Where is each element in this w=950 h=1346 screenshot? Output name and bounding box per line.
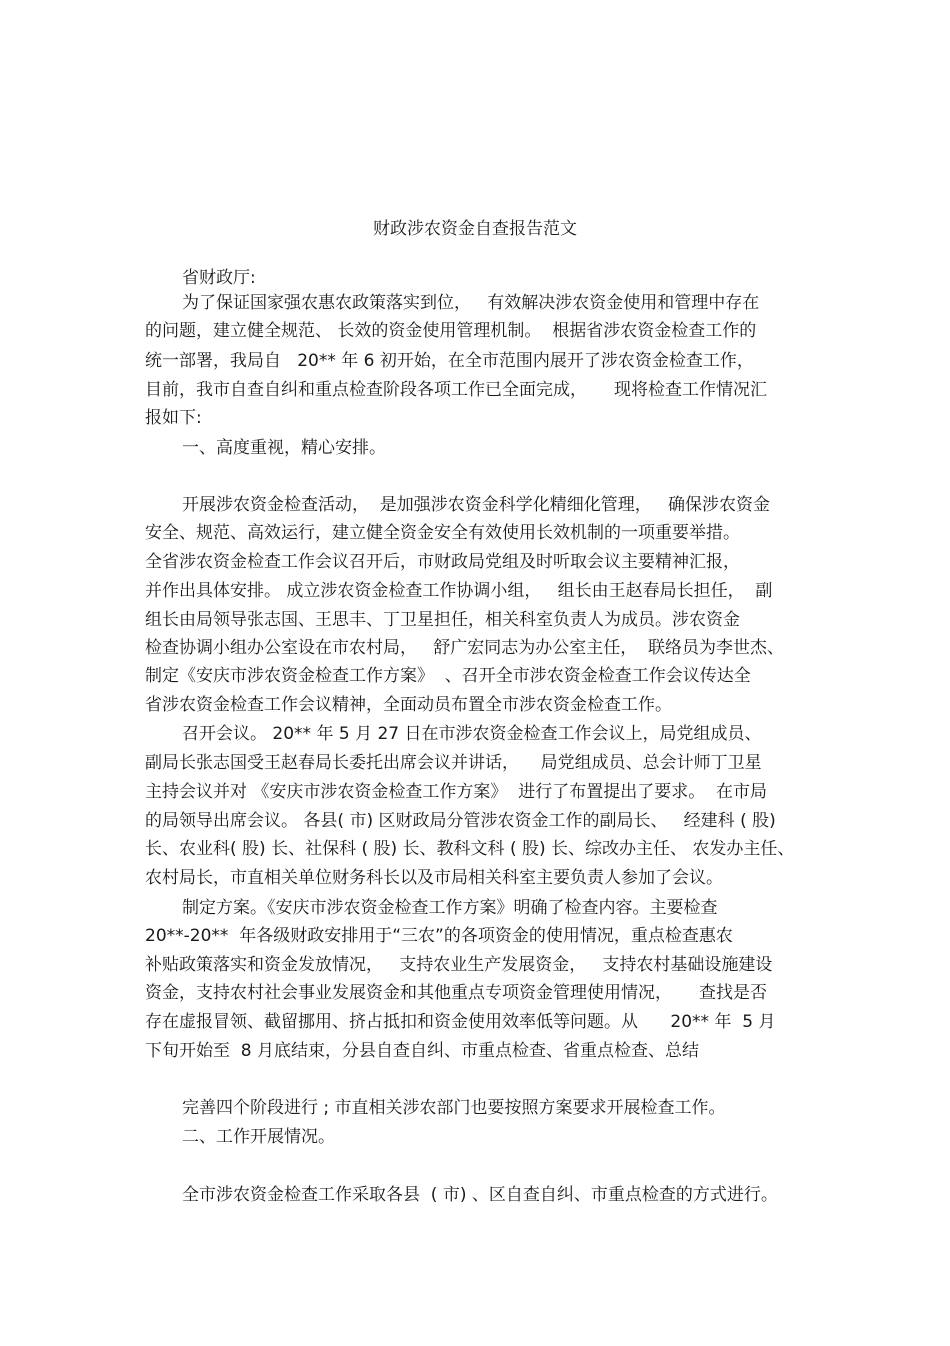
paragraph-line: 安全、规范、高效运行，建立健全资金安全有效使用长效机制的一项重要举措。 <box>145 523 740 543</box>
paragraph-line: 制定《安庆市涉农资金检查工作方案》 、召开全市涉农资金检查工作会议传达全 <box>145 666 751 686</box>
paragraph-line: 并作出具体安排。 成立涉农资金检查工作协调小组， 组长由王赵春局长担任， 副 <box>145 581 773 601</box>
paragraph-line: 主持会议并对 《安庆市涉农资金检查工作方案》 进行了布置提出了要求。 在市局 <box>145 782 768 802</box>
paragraph-line: 制定方案。《安庆市涉农资金检查工作方案》明确了检查内容。主要检查 <box>182 898 718 918</box>
paragraph-line: 为了保证国家强农惠农政策落实到位， 有效解决涉农资金使用和管理中存在 <box>182 293 760 313</box>
paragraph-line: 全省涉农资金检查工作会议召开后，市财政局党组及时听取会议主要精神汇报， <box>145 552 740 572</box>
salutation: 省财政厅: <box>182 268 256 288</box>
section-heading: 一、高度重视，精心安排。 <box>182 438 386 458</box>
paragraph-line: 省涉农资金检查工作会议精神，全面动员布置全市涉农资金检查工作。 <box>145 695 672 715</box>
paragraph-line: 全市涉农资金检查工作采取各县 ( 市) 、区自查自纠、市重点检查的方式进行。 <box>182 1185 778 1205</box>
paragraph-line: 长、农业科( 股) 长、社保科 ( 股) 长、教科文科 ( 股) 长、综改办主任、 农发办主任、 <box>145 839 795 859</box>
paragraph-line: 完善四个阶段进行 ; 市直相关涉农部门也要按照方案要求开展检查工作。 <box>182 1098 726 1118</box>
paragraph-line: 目前，我市自查自纠和重点检查阶段各项工作已全面完成， 现将检查工作情况汇 <box>145 380 768 400</box>
section-heading: 二、工作开展情况。 <box>182 1127 335 1147</box>
paragraph-line: 资金，支持农村社会事业发展资金和其他重点专项资金管理使用情况， 查找是否 <box>145 983 768 1003</box>
paragraph-line: 的局领导出席会议。 各县( 市) 区财政局分管涉农资金工作的副局长、 经建科 ( 股) <box>145 811 776 831</box>
paragraph-line: 的问题，建立健全规范、 长效的资金使用管理机制。 根据省涉农资金检查工作的 <box>145 321 757 341</box>
paragraph-line: 副局长张志国受王赵春局长委托出席会议并讲话， 局党组成员、总会计师丁卫星 <box>145 753 762 773</box>
paragraph-line: 存在虚报冒领、截留挪用、挤占抵扣和资金使用效率低等问题。从 20** 年 5 月 <box>145 1012 776 1032</box>
paragraph-line: 农村局长，市直相关单位财务科长以及市局相关科室主要负责人参加了会议。 <box>145 868 723 888</box>
paragraph-line: 统一部署，我局自 20** 年 6 初开始，在全市范围内展开了涉农资金检查工作， <box>145 351 754 371</box>
paragraph-line: 组长由局领导张志国、王思丰、丁卫星担任，相关科室负责人为成员。涉农资金 <box>145 610 740 630</box>
paragraph-line: 下旬开始至 8 月底结束，分县自查自纠、市重点检查、省重点检查、总结 <box>145 1041 700 1061</box>
paragraph-line: 20**-20** 年各级财政安排用于“三农”的各项资金的使用情况，重点检查惠农 <box>145 926 733 946</box>
paragraph-line: 补贴政策落实和资金发放情况， 支持农业生产发展资金， 支持农村基础设施建设 <box>145 955 773 975</box>
paragraph-line: 开展涉农资金检查活动， 是加强涉农资金科学化精细化管理， 确保涉农资金 <box>182 495 771 515</box>
paragraph-line: 检查协调小组办公室设在市农村局， 舒广宏同志为办公室主任， 联络员为李世杰、 <box>145 638 785 658</box>
document-title: 财政涉农资金自查报告范文 <box>373 219 577 239</box>
paragraph-line: 召开会议。 20** 年 5 月 27 日在市涉农资金检查工作会议上，局党组成员、 <box>182 724 762 744</box>
paragraph-line: 报如下: <box>145 408 202 428</box>
